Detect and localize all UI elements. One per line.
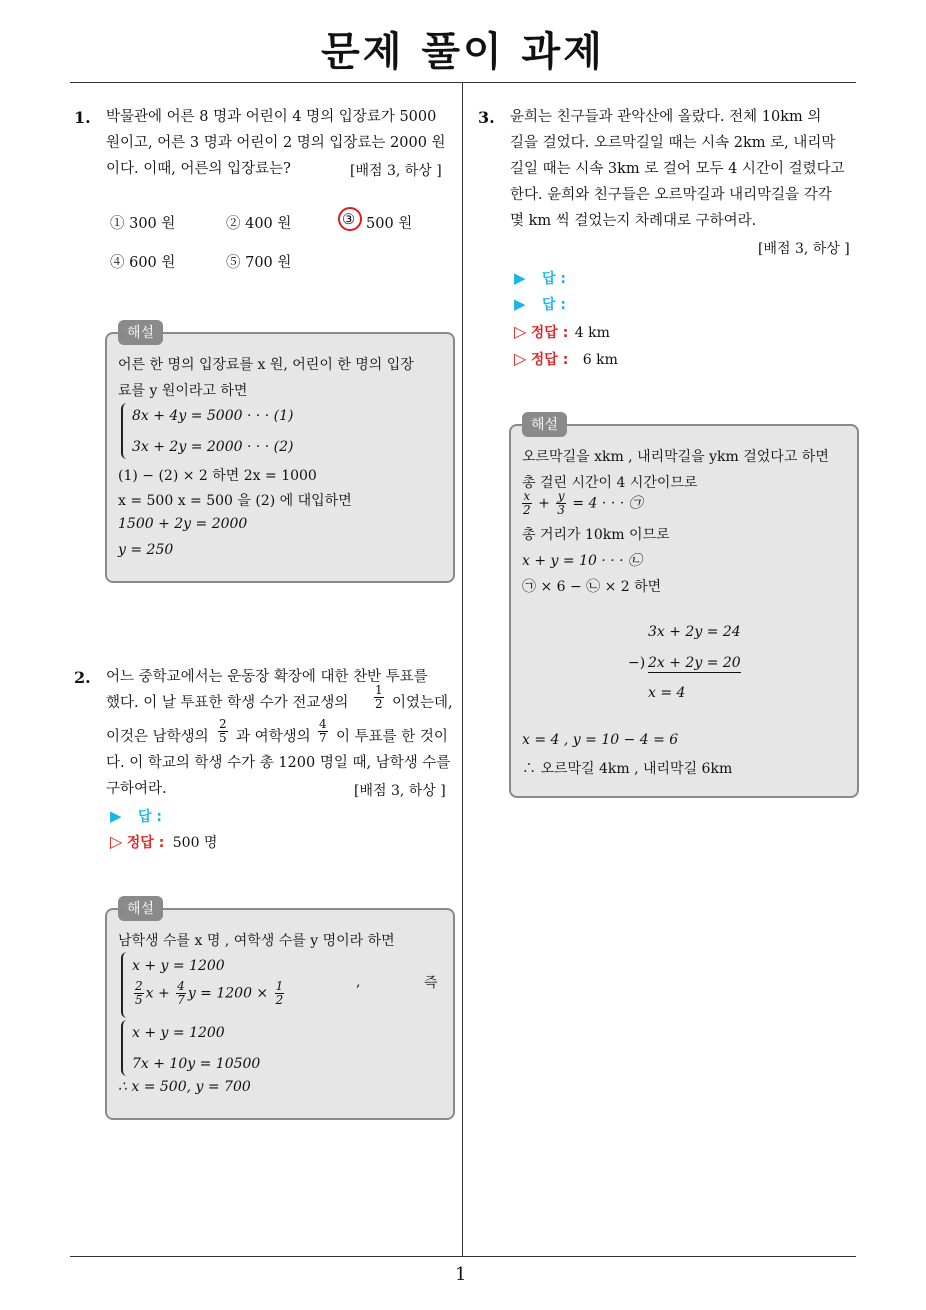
q1-sol-line-6: x = 500 x = 500 을 (2) 에 대입하면 <box>118 493 352 509</box>
q2-correct-marker-icon: ▷ <box>110 832 123 851</box>
q3-sol-calc-3: x = 4 <box>648 685 686 701</box>
q3-sol-calc-2: 2x + 2y = 20 <box>648 655 741 671</box>
q2-f1-num: 1 <box>375 683 383 697</box>
q1-score: [배점 3, 하상 ] <box>350 163 442 179</box>
q3-correct-value-2: 6 km <box>582 352 618 368</box>
q2-sol-eq-1: x + y = 1200 <box>132 958 225 974</box>
q2-text-line-3b: 과 여학생의 <box>236 729 311 745</box>
q1-sol-line-5: (1) − (2) × 2 하면 2x = 1000 <box>118 468 317 484</box>
q3-sol-line-8: ∴ 오르막길 4km , 내리막길 6km <box>522 761 733 777</box>
q3-sol-line-5: x + y = 10 · · · ㉡ <box>522 553 643 569</box>
q2-text-line-3c: 이 투표를 한 것이 <box>336 729 448 745</box>
q2-sol-fc-den: 2 <box>275 993 284 1007</box>
q2-answer-label: 답 : <box>138 809 162 825</box>
q3-answer-label-1: 답 : <box>542 271 566 287</box>
q2-sol-brace-2 <box>121 1020 129 1076</box>
q3-correct-value-1: 4 km <box>574 325 610 341</box>
q2-number: 2. <box>74 668 91 687</box>
q3-sol-fb-den: 3 <box>557 503 565 517</box>
q2-f3-den: 7 <box>319 731 327 745</box>
q3-score: [배점 3, 하상 ] <box>758 241 850 257</box>
q2-sol-result: ∴ x = 500, y = 700 <box>118 1079 251 1095</box>
q1-solution-tag: 해설 <box>118 320 163 345</box>
column-divider <box>462 82 463 1257</box>
q3-correct-marker-icon-2: ▷ <box>514 349 527 368</box>
q3-answer-row-2 <box>514 294 566 314</box>
q3-text-line-1: 윤희는 친구들과 관악산에 올랐다. 전체 10km 의 <box>510 109 822 125</box>
q3-correct-row-1 <box>514 322 610 342</box>
q1-text-line-2: 원이고, 어른 3 명과 어린이 2 명의 입장료는 2000 원 <box>106 135 446 151</box>
q2-sol-fb-num: 4 <box>177 979 185 993</box>
q2-sol-fc-num: 1 <box>275 979 284 993</box>
q3-answer-marker-icon-2: ▶ <box>514 295 526 313</box>
q3-answer-marker-icon-1: ▶ <box>514 269 526 287</box>
q1-sol-brace <box>121 403 129 459</box>
q2-f2-num: 2 <box>219 717 227 731</box>
q1-sol-line-8: y = 250 <box>118 542 174 558</box>
q2-fraction-1-2 <box>374 684 384 711</box>
q1-sol-line-1: 어른 한 명의 입장료를 x 원, 어린이 한 명의 입장 <box>118 357 414 373</box>
page-number: 1 <box>455 1264 467 1285</box>
q3-text-line-2: 길을 걸었다. 오르막길일 때는 시속 2km 로, 내리막 <box>510 135 836 151</box>
footer-divider <box>70 1256 856 1257</box>
q1-sol-line-2: 료를 y 원이라고 하면 <box>118 383 248 399</box>
q3-sol-calc-minus: −) <box>628 655 646 671</box>
q1-sol-eq-1: 8x + 4y = 5000 · · · (1) <box>132 408 294 424</box>
q2-text-line-3a: 이것은 남학생의 <box>106 729 209 745</box>
q1-choice-5[interactable]: ⑤ 700 원 <box>226 255 292 271</box>
q3-sol-line-7: x = 4 , y = 10 − 4 = 6 <box>522 732 679 748</box>
q1-choice-4[interactable]: ④ 600 원 <box>110 255 176 271</box>
q2-f2-den: 5 <box>219 731 227 745</box>
q2-sol-eq-4: 7x + 10y = 10500 <box>132 1056 261 1072</box>
q3-text-line-3: 길일 때는 시속 3km 로 걸어 모두 4 시간이 걸렸다고 <box>510 161 845 177</box>
q3-correct-label-1: 정답 : <box>530 325 569 341</box>
q2-sol-fa-num: 2 <box>135 979 143 993</box>
q1-number: 1. <box>74 108 91 127</box>
q2-fraction-4-7 <box>318 718 328 745</box>
q3-sol-fa-num: x <box>523 489 531 503</box>
q1-choice-3-label[interactable]: 500 원 <box>366 216 413 232</box>
q2-text-line-5: 구하여라. <box>106 781 167 797</box>
q2-correct-label: 정답 : <box>126 835 165 851</box>
q2-correct-value: 500 명 <box>172 835 218 851</box>
q3-sol-eq-1 <box>520 490 643 517</box>
q3-sol-line-1: 오르막길을 xkm , 내리막길을 ykm 걸었다고 하면 <box>522 449 829 465</box>
q3-answer-label-2: 답 : <box>542 297 566 313</box>
q3-sol-fa-den: 2 <box>523 503 531 517</box>
q2-f3-num: 4 <box>319 717 327 731</box>
q2-sol-thus: 즉 <box>424 975 438 991</box>
q1-choice-3-mark[interactable]: ③ <box>342 212 355 228</box>
q2-sol-brace-1 <box>121 952 129 1018</box>
q2-score: [배점 3, 하상 ] <box>354 783 446 799</box>
q2-sol-eq-2a: x + <box>145 985 170 1002</box>
title-divider <box>70 82 856 83</box>
q2-sol-line-1: 남학생 수를 x 명 , 여학생 수를 y 명이라 하면 <box>118 933 395 949</box>
q3-solution-tag: 해설 <box>522 412 567 437</box>
q1-text-line-1: 박물관에 어른 8 명과 어린이 4 명의 입장료가 5000 <box>106 109 437 125</box>
q2-text-line-1: 어느 중학교에서는 운동장 확장에 대한 찬반 투표를 <box>106 669 428 685</box>
q1-text-line-3: 이다. 이때, 어른의 입장료는? <box>106 161 291 177</box>
q2-answer-marker-icon: ▶ <box>110 807 122 825</box>
q3-sol-calc-1: 3x + 2y = 24 <box>648 624 741 640</box>
q2-fraction-2-5 <box>218 718 228 745</box>
q1-choice-2[interactable]: ② 400 원 <box>226 216 292 232</box>
q2-solution-tag: 해설 <box>118 896 163 921</box>
q3-correct-marker-icon-1: ▷ <box>514 322 527 341</box>
q3-text-line-4: 한다. 윤희와 친구들은 오르막길과 내리막길을 각각 <box>510 187 832 203</box>
q1-sol-line-7: 1500 + 2y = 2000 <box>118 516 248 532</box>
q2-text-line-2b: 이였는데, <box>392 695 453 711</box>
q3-sol-eq-1-rhs: = 4 · · · ㉠ <box>572 495 643 512</box>
q3-answer-row-1 <box>514 268 566 288</box>
q2-text-line-2: 했다. 이 날 투표한 학생 수가 전교생의 <box>106 695 349 711</box>
page-title: 문제 풀이 과제 <box>321 29 605 75</box>
q3-correct-row-2 <box>514 349 618 369</box>
q2-answer-row <box>110 806 162 826</box>
q1-sol-eq-2: 3x + 2y = 2000 · · · (2) <box>132 439 294 455</box>
q2-sol-fa-den: 5 <box>135 993 143 1007</box>
q3-text-line-5: 몇 km 씩 걸었는지 차례대로 구하여라. <box>510 213 757 229</box>
q3-sol-fb-num: y <box>557 489 565 503</box>
q3-sol-line-6: ㉠ × 6 − ㉡ × 2 하면 <box>522 579 662 595</box>
q3-correct-label-2: 정답 : <box>530 352 569 368</box>
q1-choice-1[interactable]: ① 300 원 <box>110 216 176 232</box>
q2-sol-eq-2b: y = 1200 × <box>187 985 269 1002</box>
q2-sol-comma: , <box>356 974 361 990</box>
q2-sol-eq-3: x + y = 1200 <box>132 1025 225 1041</box>
q2-text-line-4: 다. 이 학교의 학생 수가 총 1200 명일 때, 남학생 수를 <box>106 755 451 771</box>
q3-sol-line-2: 총 걸린 시간이 4 시간이므로 <box>522 475 698 491</box>
q3-number: 3. <box>478 108 495 127</box>
q2-correct-row <box>110 832 217 852</box>
q3-sol-line-4: 총 거리가 10km 이므로 <box>522 527 670 543</box>
q2-f1-den: 2 <box>375 697 383 711</box>
q3-sol-eq-1-plus: + <box>538 495 550 512</box>
q2-sol-eq-2 <box>132 980 286 1007</box>
q2-sol-fb-den: 7 <box>177 993 185 1007</box>
